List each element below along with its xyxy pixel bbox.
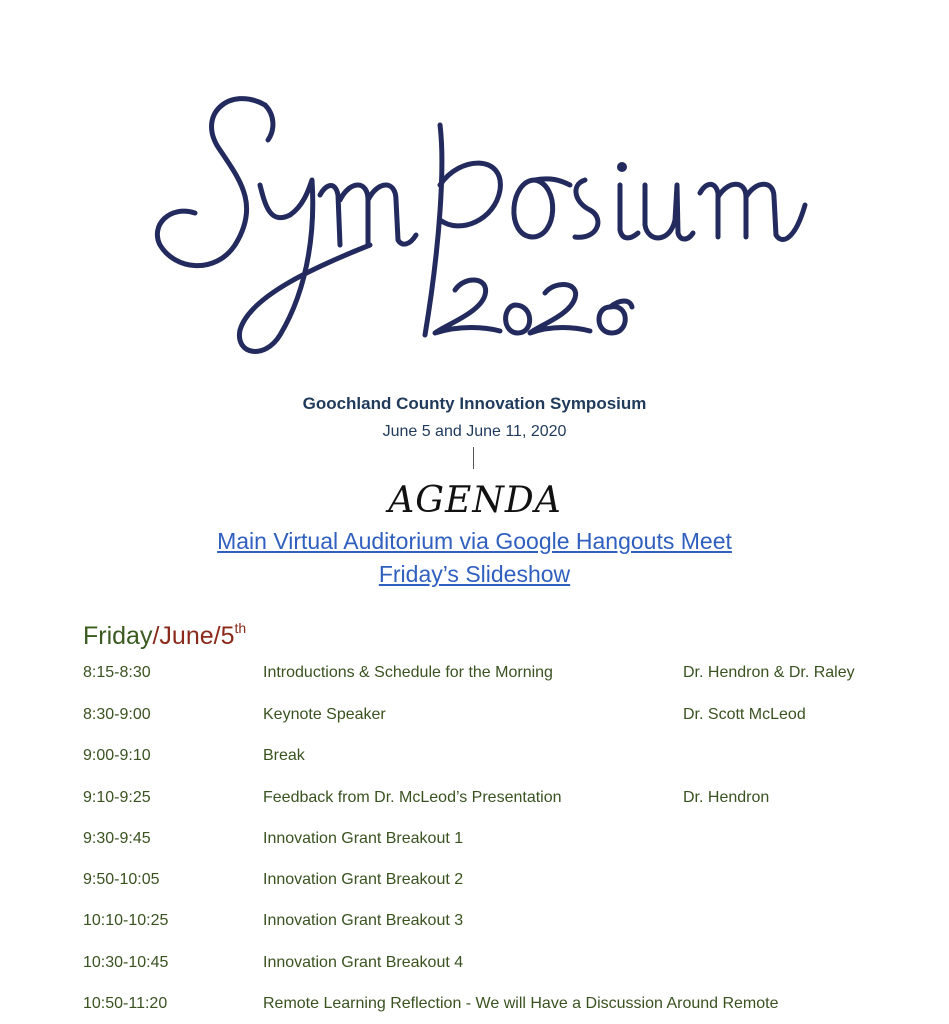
schedule-time: 9:00-9:10 xyxy=(83,747,151,764)
schedule-activity: Innovation Grant Breakout 3 xyxy=(263,912,464,929)
schedule-row xyxy=(83,830,923,854)
slideshow-link[interactable]: Friday’s Slideshow xyxy=(378,561,571,587)
schedule-presenter: Dr. Scott McLeod xyxy=(683,706,806,723)
schedule-row xyxy=(83,789,923,813)
schedule-time: 9:50-10:05 xyxy=(83,871,160,888)
auditorium-link[interactable]: Main Virtual Auditorium via Google Hangouts Meet xyxy=(217,528,732,554)
organization-name: Goochland County Innovation Symposium xyxy=(302,394,647,413)
schedule-row xyxy=(83,871,923,895)
schedule-row xyxy=(83,664,923,688)
schedule-activity: Innovation Grant Breakout 4 xyxy=(263,954,464,971)
slideshow-link-container xyxy=(0,561,949,588)
schedule-activity: Innovation Grant Breakout 2 xyxy=(263,871,464,888)
schedule-time: 9:10-9:25 xyxy=(83,789,151,806)
schedule-time: 10:10-10:25 xyxy=(83,912,169,929)
schedule-time: 8:15-8:30 xyxy=(83,664,151,681)
schedule-row xyxy=(83,995,923,1019)
schedule-activity: Remote Learning Reflection - We will Have a Discussion Around Remote xyxy=(263,995,779,1012)
schedule-activity: Introductions & Schedule for the Morning xyxy=(263,664,553,681)
month: June xyxy=(159,622,214,650)
schedule-presenter: Dr. Hendron & Dr. Raley xyxy=(683,664,855,681)
separator: / xyxy=(152,622,160,650)
auditorium-link-container xyxy=(0,528,949,555)
schedule-row xyxy=(83,747,923,771)
day-heading xyxy=(83,622,246,651)
schedule-time: 10:50-11:20 xyxy=(83,995,168,1012)
schedule-row xyxy=(83,706,923,730)
event-dates: June 5 and June 11, 2020 xyxy=(382,423,567,440)
date: 5 xyxy=(220,622,235,650)
schedule-presenter: Dr. Hendron xyxy=(683,789,770,806)
schedule-activity: Keynote Speaker xyxy=(263,706,386,723)
schedule-activity: Innovation Grant Breakout 1 xyxy=(263,830,464,847)
schedule-activity: Feedback from Dr. McLeod’s Presentation xyxy=(263,789,562,806)
schedule-time: 9:30-9:45 xyxy=(83,830,151,847)
divider-line xyxy=(473,447,474,469)
weekday: Friday xyxy=(83,622,153,650)
agenda-title xyxy=(0,472,949,535)
svg-text:AGENDA: AGENDA xyxy=(387,480,562,521)
symposium-logo xyxy=(140,85,820,370)
separator: / xyxy=(213,622,221,650)
schedule-time: 8:30-9:00 xyxy=(83,706,151,723)
date-suffix: th xyxy=(234,620,247,636)
schedule-row xyxy=(83,912,923,936)
schedule-time: 10:30-10:45 xyxy=(83,954,169,971)
schedule-activity: Break xyxy=(263,747,305,764)
schedule-row xyxy=(83,954,923,978)
